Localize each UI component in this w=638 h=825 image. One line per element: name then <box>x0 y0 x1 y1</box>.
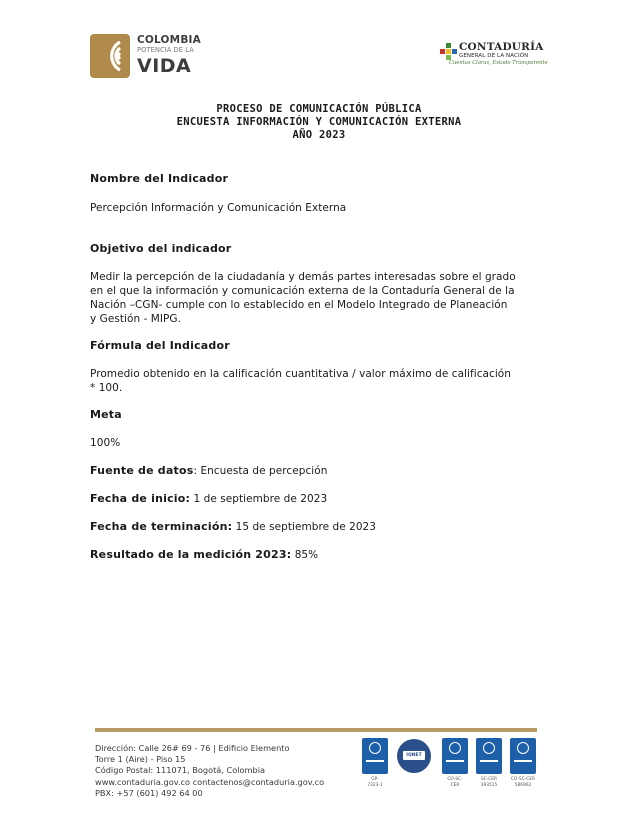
badge-code: 7323-1 <box>367 782 383 788</box>
badge-code: CO-SC- <box>447 777 463 782</box>
resultado-label: Resultado de la medición 2023: <box>90 548 292 561</box>
meta-heading: Meta <box>90 408 122 421</box>
certification-badge <box>474 738 504 788</box>
icontec-icon <box>510 738 536 774</box>
terminacion-label: Fecha de terminación: <box>90 520 233 533</box>
nombre-text: Percepción Información y Comunicación Externa <box>90 202 347 214</box>
contaduria-logo-mark-icon <box>440 43 457 60</box>
objetivo-line-3: Nación –CGN- cumple con lo establecido en el Modelo Integrado de Planeación <box>90 299 508 311</box>
badge-code: CER <box>450 782 460 788</box>
title-line-3: AÑO 2023 <box>292 129 346 141</box>
title-line-2: ENCUESTA INFORMACIÓN Y COMUNICACIÓN EXTERNA <box>176 116 462 128</box>
colombia-logo-mark-icon <box>90 34 130 78</box>
inicio-row <box>90 492 548 506</box>
icontec-icon <box>362 738 388 774</box>
formula-line-2: * 100. <box>90 382 123 394</box>
fuente-value: : Encuesta de percepción <box>193 465 328 477</box>
fuente-row <box>90 464 548 478</box>
contaduria-subtitle: GENERAL DE LA NACIÓN <box>459 53 529 59</box>
badge-code: 393515 <box>480 782 498 788</box>
formula-heading: Fórmula del Indicador <box>90 339 230 352</box>
contaduria-tagline: Cuentas Claras, Estado Transparente <box>449 60 548 66</box>
objetivo-heading: Objetivo del indicador <box>90 242 232 255</box>
terminacion-value: 15 de septiembre de 2023 <box>232 521 377 533</box>
objetivo-line-2: en el que la información y comunicación externa de la Contaduría General de la <box>90 285 515 297</box>
address-line-5: PBX: +57 (601) 492 64 00 <box>95 787 203 798</box>
badge-code: 586962 <box>514 782 532 788</box>
logo-vida-text: VIDA <box>137 55 192 77</box>
document-title <box>90 103 548 142</box>
nombre-heading: Nombre del Indicador <box>90 172 229 185</box>
certification-badge <box>508 738 538 788</box>
inicio-value: 1 de septiembre de 2023 <box>190 493 328 505</box>
terminacion-row <box>90 520 548 534</box>
badge-code: CO-SC-CER <box>510 777 536 782</box>
title-line-1: PROCESO DE COMUNICACIÓN PÚBLICA <box>216 103 422 115</box>
logo-colombia-text: COLOMBIA <box>137 34 201 46</box>
footer-address <box>95 743 324 799</box>
objetivo-line-4: y Gestión - MIPG. <box>90 313 182 325</box>
address-line-3: Código Postal: 111071, Bogotá, Colombia <box>95 765 265 776</box>
badge-code: GP- <box>371 777 379 782</box>
certification-badge <box>360 738 390 788</box>
address-line-4[interactable]: www.contaduria.gov.co contactenos@contaduria.gov.co <box>95 776 325 787</box>
formula-line-1: Promedio obtenido en la calificación cuantitativa / valor máximo de calificación <box>90 368 511 380</box>
certification-badge <box>440 738 470 788</box>
address-line-1: Dirección: Calle 26# 69 - 76 | Edificio Elemento <box>95 743 290 753</box>
resultado-row <box>90 548 548 562</box>
logo-potencia-text: POTENCIA DE LA <box>137 46 194 54</box>
meta-text: 100% <box>90 437 121 449</box>
footer-divider <box>95 728 537 732</box>
address-line-2: Torre 1 (Aire) - Piso 15 <box>95 754 186 765</box>
contaduria-title: CONTADURÍA <box>459 41 544 53</box>
certification-badges <box>360 738 540 804</box>
objetivo-line-1: Medir la percepción de la ciudadanía y demás partes interesadas sobre el grado <box>90 271 516 283</box>
iqnet-label: IQNET <box>403 751 425 760</box>
resultado-value: 85% <box>291 549 319 561</box>
icontec-icon <box>476 738 502 774</box>
contaduria-logo <box>440 42 552 76</box>
icontec-icon <box>442 738 468 774</box>
fuente-label: Fuente de datos <box>90 464 194 477</box>
iqnet-icon <box>397 739 431 773</box>
badge-code: SC-CER <box>481 777 497 782</box>
inicio-label: Fecha de inicio: <box>90 492 191 505</box>
colombia-potencia-logo <box>90 34 220 80</box>
